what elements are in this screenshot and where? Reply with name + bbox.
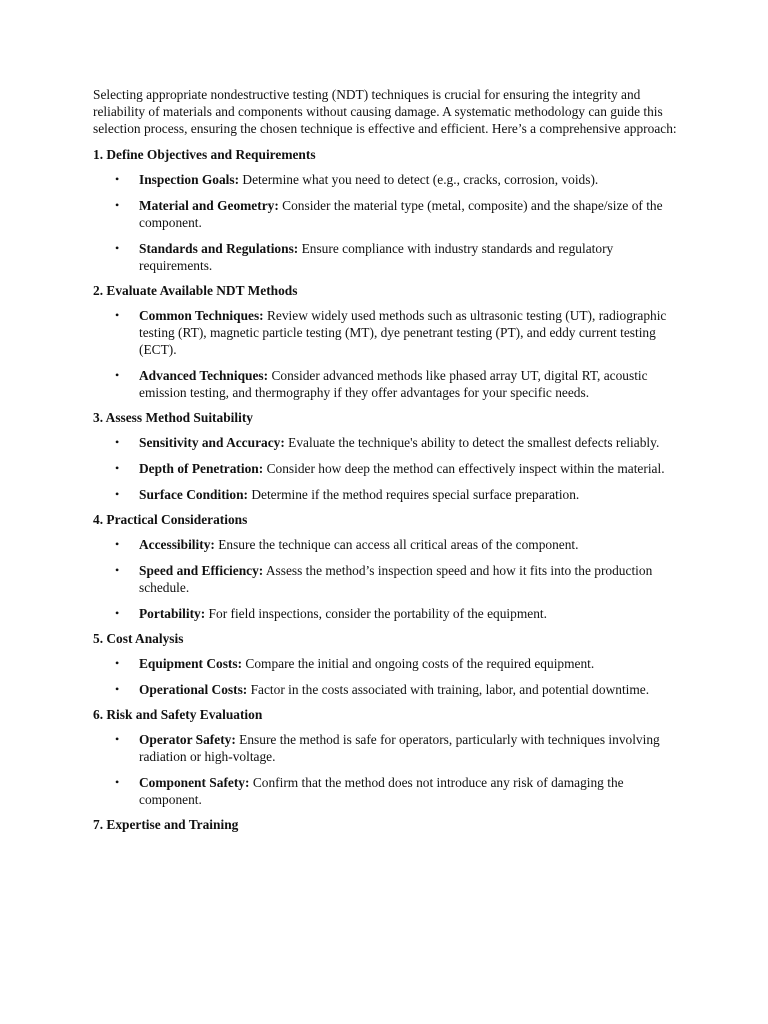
list-item bbox=[93, 171, 679, 188]
item-text: For field inspections, consider the portability of the equipment. bbox=[205, 606, 547, 621]
item-text: Consider the material type (metal, composite) and the shape/size of the component. bbox=[139, 198, 663, 230]
bullet-icon: • bbox=[115, 606, 120, 620]
bullet-icon: • bbox=[115, 368, 120, 382]
section-heading: 3. Assess Method Suitability bbox=[93, 410, 253, 425]
bullet-list bbox=[93, 171, 679, 274]
item-text: Ensure the method is safe for operators, particularly with techniques involving radiation or high-voltage. bbox=[139, 732, 660, 764]
list-item bbox=[93, 486, 679, 503]
section-practical-considerations bbox=[93, 511, 679, 622]
item-text: Determine what you need to detect (e.g., cracks, corrosion, voids). bbox=[239, 172, 599, 187]
bullet-list bbox=[93, 731, 679, 808]
section-define-objectives bbox=[93, 146, 679, 274]
intro-paragraph: Selecting appropriate nondestructive testing (NDT) techniques is crucial for ensuring the integrity and reliability of materials and components without causing damage. A systematic methodology can guide this selection process, ensuring the chosen technique is effective and efficient. Here’s a comprehensive approach: bbox=[93, 87, 677, 136]
section-heading: 6. Risk and Safety Evaluation bbox=[93, 707, 263, 722]
item-term: Component Safety: bbox=[139, 775, 250, 790]
list-item bbox=[93, 536, 679, 553]
bullet-icon: • bbox=[115, 435, 120, 449]
item-text: Review widely used methods such as ultrasonic testing (UT), radiographic testing (RT), magnetic particle testing (MT), dye penetrant testing (PT), and eddy current testing (ECT). bbox=[139, 308, 667, 357]
list-item bbox=[93, 681, 679, 698]
bullet-list bbox=[93, 434, 679, 503]
bullet-icon: • bbox=[115, 563, 120, 577]
item-term: Operator Safety: bbox=[139, 732, 236, 747]
item-term: Standards and Regulations: bbox=[139, 241, 299, 256]
item-text: Consider advanced methods like phased array UT, digital RT, acoustic emission testing, and thermography if they offer advantages for your specific needs. bbox=[139, 368, 648, 400]
bullet-list bbox=[93, 307, 679, 401]
item-term: Inspection Goals: bbox=[139, 172, 240, 187]
list-item bbox=[93, 460, 679, 477]
item-text: Ensure the technique can access all critical areas of the component. bbox=[214, 537, 579, 552]
item-term: Common Techniques: bbox=[139, 308, 264, 323]
section-expertise-training bbox=[93, 816, 679, 833]
bullet-icon: • bbox=[115, 461, 120, 475]
item-text: Evaluate the technique's ability to detect the smallest defects reliably. bbox=[284, 435, 660, 450]
item-term: Depth of Penetration: bbox=[139, 461, 264, 476]
list-item bbox=[93, 774, 679, 808]
item-term: Equipment Costs: bbox=[139, 656, 243, 671]
item-term: Sensitivity and Accuracy: bbox=[139, 435, 285, 450]
item-text: Consider how deep the method can effectively inspect within the material. bbox=[263, 461, 665, 476]
bullet-icon: • bbox=[115, 656, 120, 670]
bullet-icon: • bbox=[115, 487, 120, 501]
section-risk-safety bbox=[93, 706, 679, 808]
item-text: Determine if the method requires special surface preparation. bbox=[248, 487, 580, 502]
item-term: Accessibility: bbox=[139, 537, 215, 552]
bullet-icon: • bbox=[115, 198, 120, 212]
item-text: Factor in the costs associated with training, labor, and potential downtime. bbox=[247, 682, 650, 697]
bullet-icon: • bbox=[115, 732, 120, 746]
section-heading: 4. Practical Considerations bbox=[93, 512, 248, 527]
item-text: Ensure compliance with industry standards and regulatory requirements. bbox=[139, 241, 614, 273]
bullet-icon: • bbox=[115, 308, 120, 322]
document-page bbox=[93, 86, 679, 841]
section-cost-analysis bbox=[93, 630, 679, 698]
section-heading: 2. Evaluate Available NDT Methods bbox=[93, 283, 298, 298]
section-heading: 1. Define Objectives and Requirements bbox=[93, 147, 316, 162]
item-text: Compare the initial and ongoing costs of the required equipment. bbox=[242, 656, 595, 671]
list-item bbox=[93, 562, 679, 596]
item-term: Speed and Efficiency: bbox=[139, 563, 264, 578]
section-heading: 7. Expertise and Training bbox=[93, 817, 239, 832]
list-item bbox=[93, 197, 679, 231]
list-item bbox=[93, 434, 679, 451]
list-item bbox=[93, 367, 679, 401]
list-item bbox=[93, 307, 679, 358]
bullet-icon: • bbox=[115, 172, 120, 186]
item-term: Material and Geometry: bbox=[139, 198, 279, 213]
list-item bbox=[93, 655, 679, 672]
bullet-icon: • bbox=[115, 775, 120, 789]
item-text: Confirm that the method does not introduce any risk of damaging the component. bbox=[139, 775, 624, 807]
section-method-suitability bbox=[93, 409, 679, 503]
bullet-list bbox=[93, 536, 679, 622]
item-term: Advanced Techniques: bbox=[139, 368, 269, 383]
item-term: Surface Condition: bbox=[139, 487, 248, 502]
section-evaluate-methods bbox=[93, 282, 679, 401]
bullet-icon: • bbox=[115, 682, 120, 696]
item-term: Portability: bbox=[139, 606, 206, 621]
list-item bbox=[93, 240, 679, 274]
item-text: Assess the method’s inspection speed and how it fits into the production schedule. bbox=[139, 563, 653, 595]
item-term: Operational Costs: bbox=[139, 682, 248, 697]
list-item bbox=[93, 731, 679, 765]
bullet-icon: • bbox=[115, 241, 120, 255]
bullet-list bbox=[93, 655, 679, 698]
section-heading: 5. Cost Analysis bbox=[93, 631, 184, 646]
bullet-icon: • bbox=[115, 537, 120, 551]
list-item bbox=[93, 605, 679, 622]
